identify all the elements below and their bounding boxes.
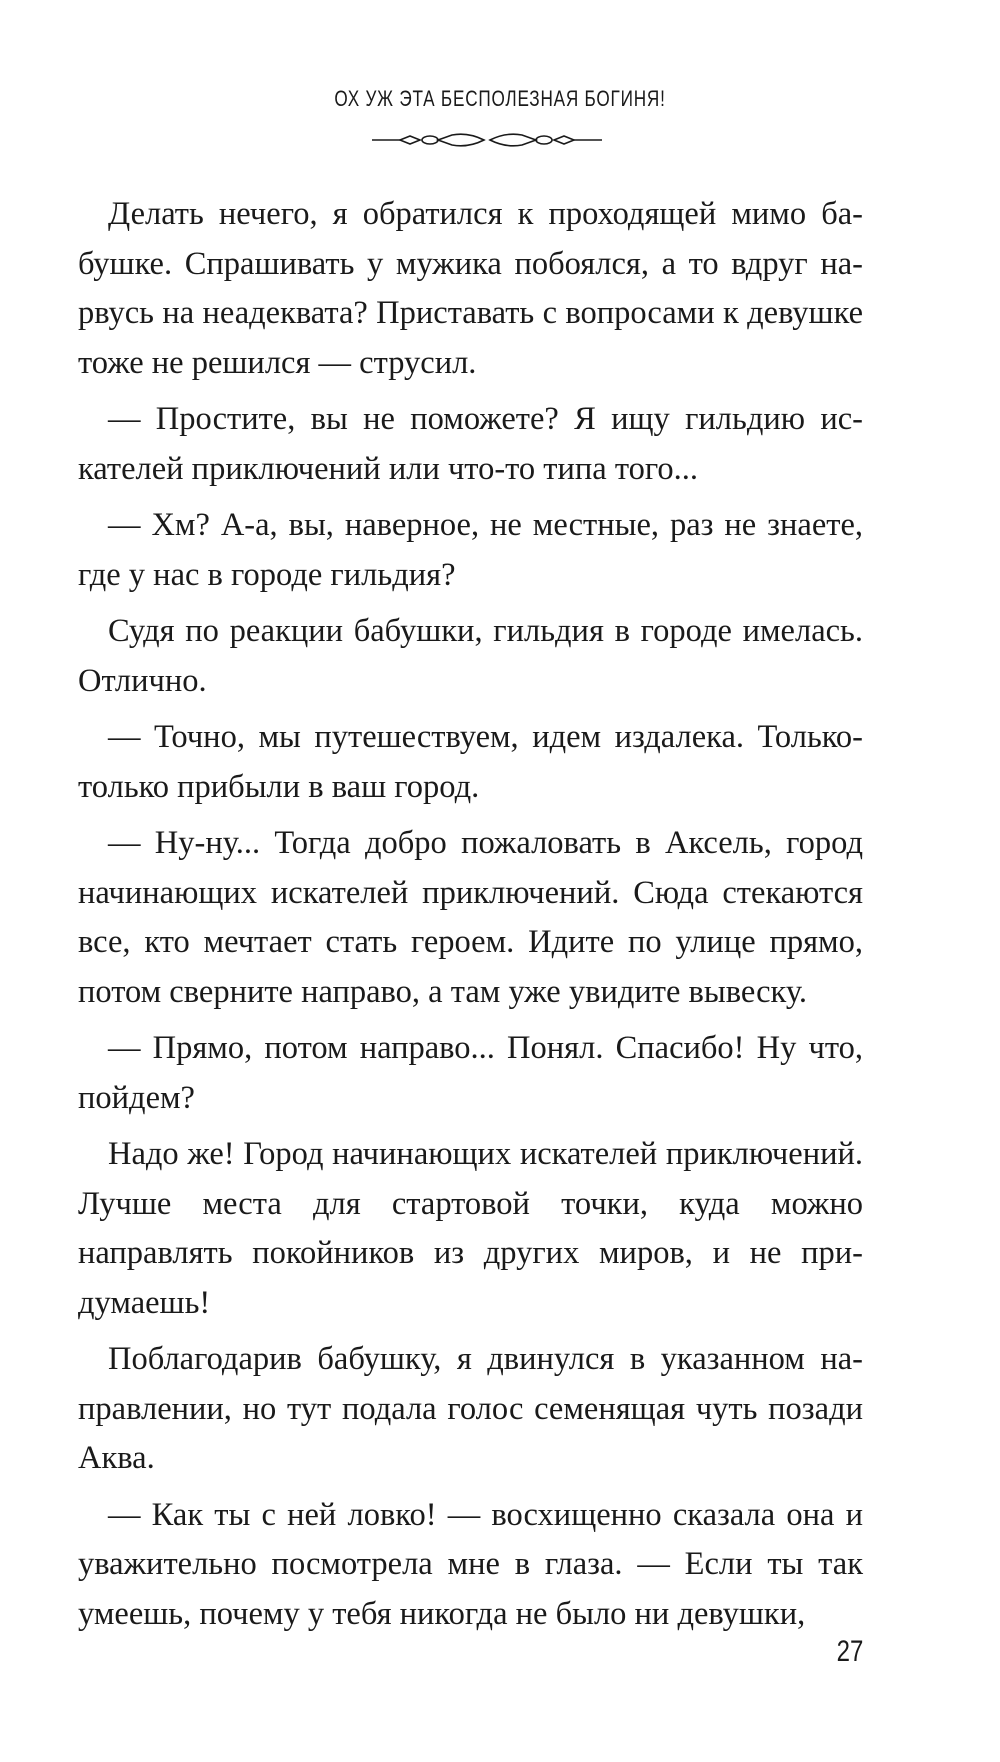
flourish-divider-icon	[372, 128, 602, 152]
paragraph: Делать нечего, я обратился к проходящей мимо бабушке. Спрашивать у мужика побоялся, а то вдруг нарвусь на неадеквата? Приставать с вопросами к девушке тоже не решился — струсил.	[78, 196, 863, 381]
paragraph: Надо же! Город начинающих искателей приключений. Лучше места для стартовой точки, куда можно направлять покойников из других миров, и не придумаешь!	[78, 1136, 863, 1321]
paragraph: — Хм? А-а, вы, наверное, не местные, раз не знаете, где у нас в городе гильдия?	[78, 507, 863, 593]
paragraph: — Прямо, потом направо... Понял. Спасибо! Ну что, пойдем?	[78, 1030, 863, 1116]
body-text	[78, 190, 863, 1646]
paragraph: Поблагодарив бабушку, я двинулся в указанном направлении, но тут подала голос семенящая чуть позади Аква.	[78, 1341, 863, 1476]
paragraph: Судя по реакции бабушки, гильдия в городе имелась. Отлично.	[78, 613, 863, 699]
paragraph: — Как ты с ней ловко! — восхищенно сказала она и уважительно посмотрела мне в глаза. — Если ты так умеешь, почему у тебя никогда не было ни девушки,	[78, 1496, 863, 1632]
paragraph: — Ну-ну... Тогда добро пожаловать в Аксель, город начинающих искателей приключений. Сюда стекаются все, кто мечтает стать героем. Идите по улице прямо, потом сверните направо, а там уже увидите вывеску.	[78, 825, 863, 1010]
paragraph: — Простите, вы не поможете? Я ищу гильдию искателей приключений или что-то типа того...	[78, 401, 863, 487]
running-header: ОХ УЖ ЭТА БЕСПОЛЕЗНАЯ БОГИНЯ!	[334, 86, 666, 111]
paragraph: — Точно, мы путешествуем, идем издалека. Только-только прибыли в ваш город.	[78, 719, 863, 805]
page-number: 27	[836, 1635, 863, 1668]
